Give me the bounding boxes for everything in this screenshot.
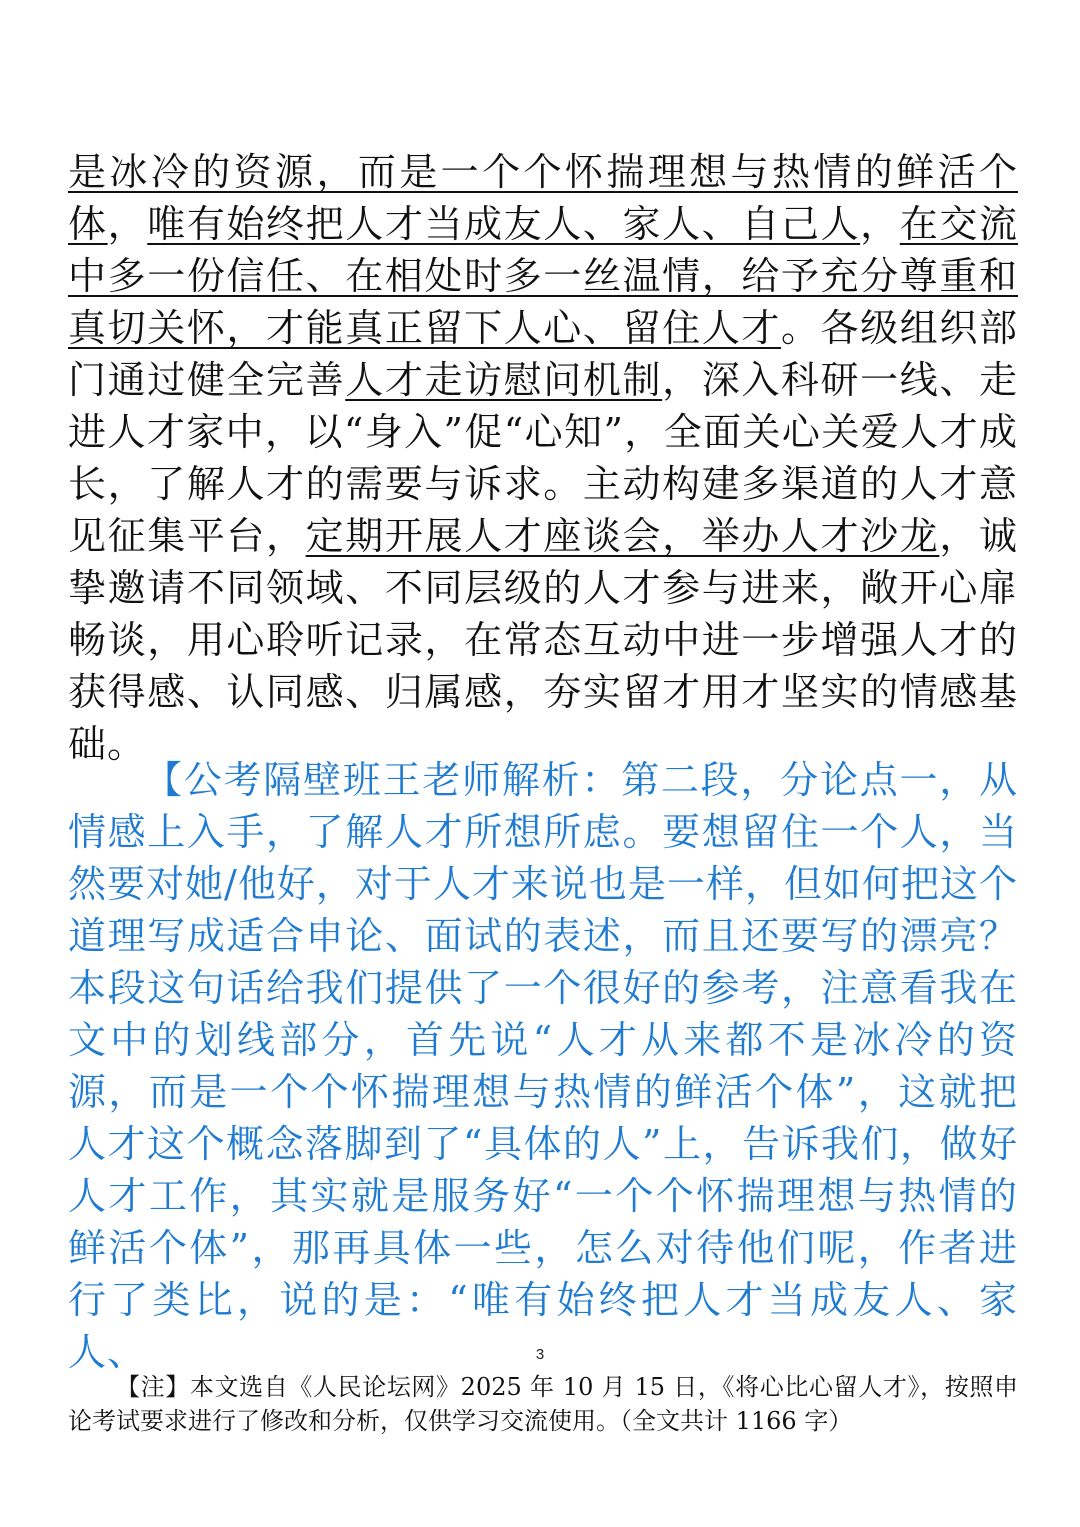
teacher-analysis bbox=[68, 754, 1018, 1378]
underlined-phrase: 定期开展人才座谈会，举办人才沙龙 bbox=[305, 514, 940, 558]
article-body bbox=[68, 146, 1018, 770]
text-run: ，诚挚邀请不同领域、不同层级的人才参与进来，敞开心扉畅谈，用心聆听记录，在常态互动中进一步增强人才的获得感、认同感、归属感，夯实留才用才坚实的情感基础。 bbox=[68, 514, 1018, 766]
underlined-phrase: 人才走访慰问机制 bbox=[345, 358, 663, 402]
text-run: ， bbox=[107, 202, 148, 246]
analysis-paragraph: 【公考隔壁班王老师解析：第二段，分论点一，从情感上入手，了解人才所想所虑。要想留住一个人，当然要对她/他好，对于人才来说也是一样，但如何把这个道理写成适合申论、面试的表述，而且还要写的漂亮？本段这句话给我们提供了一个很好的参考，注意看我在文中的划线部分，首先说“人才从来都不是冰冷的资源，而是一个个怀揣理想与热情的鲜活个体”，这就把人才这个概念落脚到了“具体的人”上，告诉我们，做好人才工作，其实就是服务好“一个个怀揣理想与热情的鲜活个体”，那再具体一些，怎么对待他们呢，作者进行了类比，说的是：“唯有始终把人才当成友人、家人、 bbox=[68, 758, 1018, 1374]
underlined-phrase: 唯有始终把人才当成友人、家人、自己人 bbox=[147, 202, 861, 246]
note-text: 【注】本文选自《人民论坛网》2025 年 10 月 15 日，《将心比心留人才》，按照申论考试要求进行了修改和分析，仅供学习交流使用。（全文共计 1166 字） bbox=[68, 1373, 1018, 1435]
underlined-phrase: 是冰冷的资源，而是一个个怀揣理想与热情的鲜活个体 bbox=[68, 150, 1018, 246]
underlined-phrase: 在交流中多一份信任、在相处时多一丝温情，给予充分尊重和真切关怀，才能真正留下人心、留住人才 bbox=[68, 202, 1018, 350]
text-run: 。各级组织部门通过健全完善 bbox=[68, 306, 1018, 402]
footer-note bbox=[68, 1370, 1018, 1438]
article-paragraph bbox=[68, 146, 1018, 770]
text-run: ，深入科研一线、走进人才家中，以“身入”促“心知”，全面关心关爱人才成长，了解人才的需要与诉求。主动构建多渠道的人才意见征集平台， bbox=[68, 358, 1018, 558]
page-number: 3 bbox=[535, 1346, 545, 1363]
text-run: ， bbox=[860, 202, 900, 246]
